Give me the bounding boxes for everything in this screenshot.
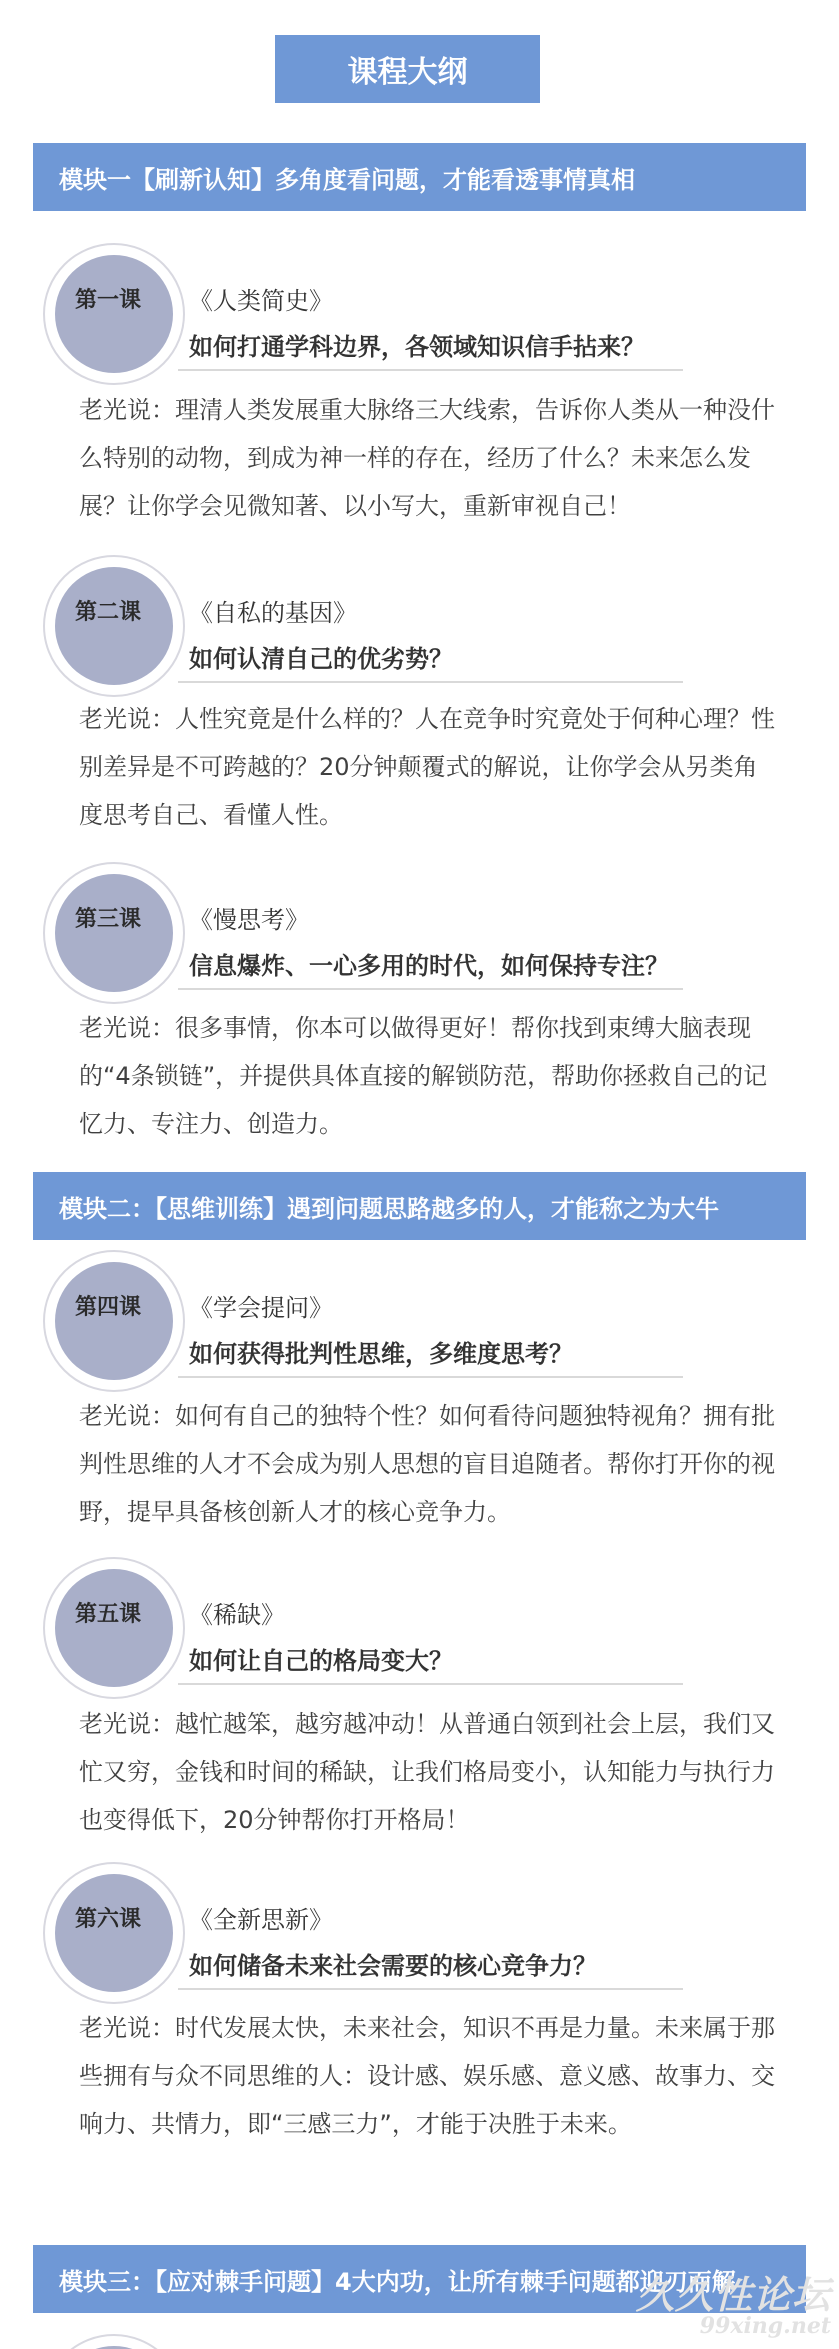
lesson-badge-circle	[55, 1874, 173, 1992]
lesson-question: 如何打通学科边界，各领域知识信手拈来？	[189, 333, 645, 361]
lesson-badge-circle	[55, 567, 173, 685]
lesson-3	[33, 862, 806, 1002]
lesson-badge-ring	[43, 862, 185, 1004]
lesson-description-4: 老光说：如何有自己的独特个性？如何看待问题独特视角？拥有批判性思维的人才不会成为别人思想的盲目追随者。帮你打开你的视野，提早具备核创新人才的核心竞争力。	[79, 1402, 775, 1526]
module-banner-2: 模块二：【思维训练】遇到问题思路越多的人，才能称之为大牛	[33, 1172, 806, 1240]
lesson-question: 如何认清自己的优劣势？	[189, 645, 453, 673]
lesson-book-title: 《慢思考》	[189, 906, 309, 934]
lesson-book-title: 《人类简史》	[189, 287, 333, 315]
lesson-divider	[178, 988, 683, 990]
lesson-number: 第五课	[75, 1602, 142, 1627]
lesson-number: 第三课	[75, 907, 142, 932]
lesson-question: 如何获得批判性思维，多维度思考？	[189, 1340, 573, 1368]
lesson-description-1: 老光说：理清人类发展重大脉络三大线索，告诉你人类从一种没什么特别的动物，到成为神一样的存在，经历了什么？未来怎么发展？让你学会见微知著、以小写大，重新审视自己！	[79, 396, 775, 520]
lesson-badge-ring	[43, 243, 185, 385]
module-banner-1: 模块一【刷新认知】多角度看问题，才能看透事情真相	[33, 143, 806, 211]
lesson-divider	[178, 681, 683, 683]
lesson-badge-ring	[43, 1250, 185, 1392]
lesson-badge-circle	[55, 255, 173, 373]
lesson-divider	[178, 1376, 683, 1378]
lesson-badge-ring	[43, 2334, 185, 2349]
lesson-number: 第一课	[75, 288, 142, 313]
lesson-description-3: 老光说：很多事情，你本可以做得更好！帮你找到束缚大脑表现的“4条锁链”，并提供具体直接的解锁防范，帮助你拯救自己的记忆力、专注力、创造力。	[79, 1014, 768, 1138]
lesson-book-title: 《学会提问》	[189, 1294, 333, 1322]
lesson-badge-ring	[43, 1557, 185, 1699]
module-banner-3: 模块三：【应对棘手问题】4大内功，让所有棘手问题都迎刃而解	[33, 2245, 806, 2313]
lesson-divider	[178, 369, 683, 371]
lesson-book-title: 《稀缺》	[189, 1601, 285, 1629]
lesson-badge-circle	[55, 1569, 173, 1687]
lesson-divider	[178, 1988, 683, 1990]
lesson-4	[33, 1250, 806, 1390]
lesson-divider	[178, 1683, 683, 1685]
lesson-2	[33, 555, 806, 695]
lesson-badge-circle	[55, 874, 173, 992]
lesson-number: 第二课	[75, 600, 142, 625]
site-watermark	[636, 2264, 831, 2339]
lesson-number: 第六课	[75, 1907, 142, 1932]
lesson-1	[33, 243, 806, 383]
lesson-book-title: 《全新思新》	[189, 1906, 333, 1934]
outline-title: 课程大纲	[275, 35, 540, 103]
watermark-text: 久久性论坛	[635, 2272, 831, 2317]
lesson-question: 如何储备未来社会需要的核心竞争力？	[189, 1952, 597, 1980]
lesson-6	[33, 1862, 806, 2002]
lesson-badge-circle	[55, 1262, 173, 1380]
lesson-badge-ring	[43, 1862, 185, 2004]
lesson-description-6: 老光说：时代发展太快，未来社会，知识不再是力量。未来属于那些拥有与众不同思维的人：设计感、娱乐感、意义感、故事力、交响力、共情力，即“三感三力”，才能于决胜于未来。	[79, 2014, 775, 2138]
lesson-5	[33, 1557, 806, 1697]
lesson-question: 信息爆炸、一心多用的时代，如何保持专注？	[189, 952, 669, 980]
lesson-book-title: 《自私的基因》	[189, 599, 357, 627]
lesson-question: 如何让自己的格局变大？	[189, 1647, 453, 1675]
lesson-number: 第四课	[75, 1295, 142, 1320]
lesson-badge-ring	[43, 555, 185, 697]
lesson-description-2: 老光说：人性究竟是什么样的？人在竞争时究竟处于何种心理？性别差异是不可跨越的？20分钟颠覆式的解说，让你学会从另类角度思考自己、看懂人性。	[79, 705, 775, 829]
watermark-url: 99xing.net	[699, 2313, 831, 2339]
lesson-description-5: 老光说：越忙越笨，越穷越冲动！从普通白领到社会上层，我们又忙又穷，金钱和时间的稀缺，让我们格局变小，认知能力与执行力也变得低下，20分钟帮你打开格局！	[79, 1710, 775, 1834]
